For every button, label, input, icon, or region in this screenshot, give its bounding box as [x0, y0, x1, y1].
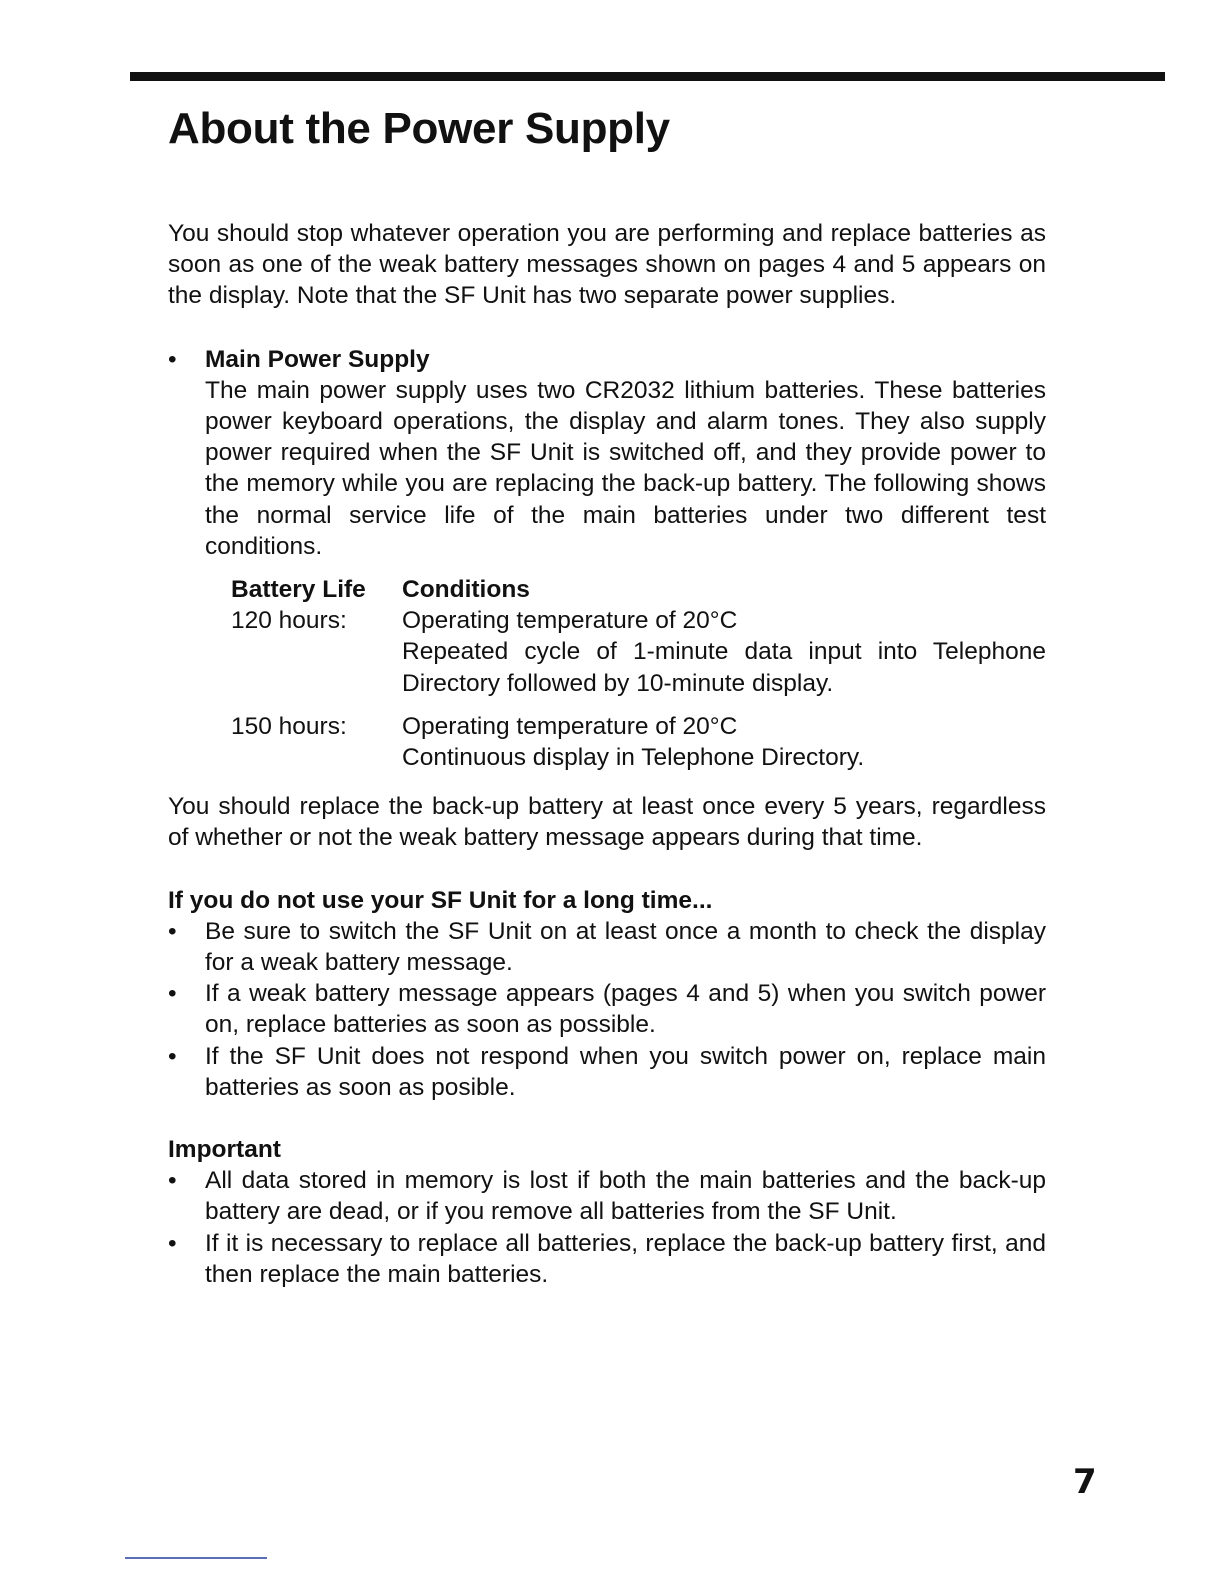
- main-power-supply-body: The main power supply uses two CR2032 lithium batteries. These batteries power keyboard operations, the display and alarm tones. They also supply power required when the SF Unit is switched off, and they provide power to the memory while you are replacing the back-up battery. The following shows the normal service life of the main batteries under two different test conditions.: [205, 376, 1046, 560]
- table-row: [231, 711, 1046, 773]
- bullet: •: [168, 917, 177, 945]
- list-item-text: All data stored in memory is lost if both the main batteries and the back-up battery are dead, or if you remove all batteries from the SF Unit.: [205, 1167, 1046, 1226]
- bullet: •: [168, 1042, 177, 1070]
- condition-text: Repeated cycle of 1-minute data input into Telephone Directory followed by 10-minute display.: [402, 638, 1046, 697]
- main-power-supply-section: [168, 344, 1046, 562]
- page-content: [168, 218, 1046, 1290]
- list-item: [168, 978, 1046, 1040]
- list-item-text: If a weak battery message appears (pages 4 and 5) when you switch power on, replace batteries as soon as possible.: [205, 980, 1046, 1039]
- bullet: •: [168, 980, 177, 1008]
- list-item: [168, 1228, 1046, 1290]
- battery-life-value: 150 hours:: [231, 712, 347, 740]
- table-header-row: [231, 574, 1046, 605]
- condition-text: Operating temperature of 20°C: [402, 607, 738, 635]
- list-item: [168, 1041, 1046, 1103]
- list-item-text: If the SF Unit does not respond when you switch power on, replace main batteries as soon as posible.: [205, 1042, 1046, 1101]
- bullet: •: [168, 1167, 177, 1195]
- footer-rule: [125, 1557, 267, 1559]
- condition-text: Continuous display in Telephone Directory.: [402, 744, 865, 772]
- important-heading: Important: [168, 1136, 281, 1164]
- list-item: [168, 916, 1046, 978]
- important-list: [168, 1165, 1046, 1290]
- list-item: [168, 1165, 1046, 1227]
- condition-text: Operating temperature of 20°C: [402, 712, 738, 740]
- battery-life-header: Battery Life: [231, 576, 366, 604]
- top-rule: [130, 72, 1165, 81]
- page-number: 7: [1073, 1462, 1097, 1502]
- battery-life-value: 120 hours:: [231, 607, 347, 635]
- main-power-supply-heading: Main Power Supply: [205, 345, 430, 373]
- bullet: •: [168, 345, 177, 373]
- table-row: [231, 605, 1046, 699]
- battery-life-table: [231, 574, 1046, 773]
- long-time-list: [168, 916, 1046, 1103]
- conditions-header: Conditions: [402, 576, 530, 604]
- backup-replace-note: You should replace the back-up battery at least once every 5 years, regardless of whether or not the weak battery message appears during that time.: [168, 793, 1046, 852]
- list-item-text: If it is necessary to replace all batteries, replace the back-up battery first, and then replace the main batteries.: [205, 1229, 1046, 1288]
- page-title: About the Power Supply: [168, 104, 670, 153]
- bullet: •: [168, 1229, 177, 1257]
- intro-paragraph: You should stop whatever operation you are performing and replace batteries as soon as one of the weak battery messages shown on pages 4 and 5 appears on the display. Note that the SF Unit has two separate power supplies.: [168, 220, 1046, 310]
- long-time-heading: If you do not use your SF Unit for a long time...: [168, 886, 713, 914]
- list-item-text: Be sure to switch the SF Unit on at least once a month to check the display for a weak battery message.: [205, 917, 1046, 977]
